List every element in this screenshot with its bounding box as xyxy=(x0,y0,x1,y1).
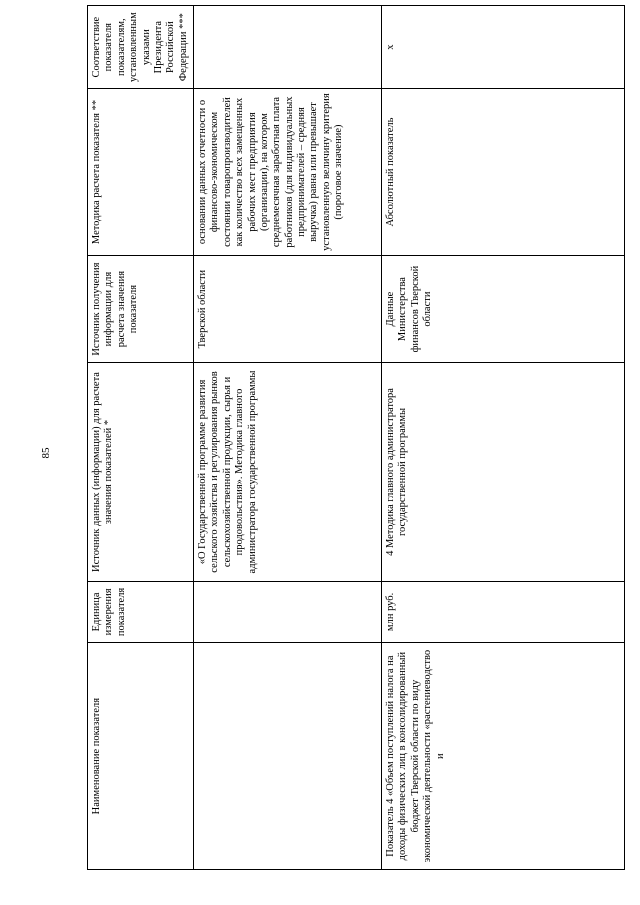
table-row xyxy=(382,6,625,870)
cell-presidential-compliance xyxy=(194,6,382,89)
cell-calculation-method: Абсолютный показатель xyxy=(382,89,625,255)
header-data-source: Источник данных (информации) для расчета значения показателей * xyxy=(88,363,194,581)
table-header-row xyxy=(88,6,194,870)
indicator-table-wrapper xyxy=(87,5,625,870)
cell-calculation-method: основании данных отчетности о финансово-экономическом состоянии товаропроизводителей как количество всех замещенных рабочих мест предприятия (организации), на котором среднемесячная заработная плата работников (для индивидуальных предпринимателей – средняя выручка) равна или превышает установленную величину критерия (пороговое значение) xyxy=(194,89,382,255)
header-calculation-method: Методика расчета показателя ** xyxy=(88,89,194,255)
header-unit: Единица измерения показателя xyxy=(88,581,194,643)
header-indicator-name: Наименование показателя xyxy=(88,643,194,870)
cell-data-source: «О Государственной программе развития сельского хозяйства и регулирования рынков сельскохозяйственной продукции, сырья и продовольствия». Методика главного администратора государственной программы xyxy=(194,363,382,581)
cell-info-source: Тверской области xyxy=(194,255,382,363)
cell-data-source: 4 Методика главного администратора государственной программы xyxy=(382,363,625,581)
cell-indicator-name: Показатель 4 «Объем поступлений налога на доходы физических лиц в консолидированный бюджет Тверской области по виду экономической деятельности «растениеводство и xyxy=(382,643,625,870)
header-info-source: Источник получения информации для расчета значения показателя xyxy=(88,255,194,363)
header-presidential-compliance: Соответствие показателя показателям, установленным указами Президента Российской Федерации *** xyxy=(88,6,194,89)
cell-presidential-compliance: х xyxy=(382,6,625,89)
indicator-table xyxy=(87,5,625,870)
cell-info-source: Данные Министерства финансов Тверской области xyxy=(382,255,625,363)
cell-unit xyxy=(194,581,382,643)
cell-unit: млн руб. xyxy=(382,581,625,643)
cell-indicator-name xyxy=(194,643,382,870)
page-number: 85 xyxy=(40,447,52,459)
table-row xyxy=(194,6,382,870)
